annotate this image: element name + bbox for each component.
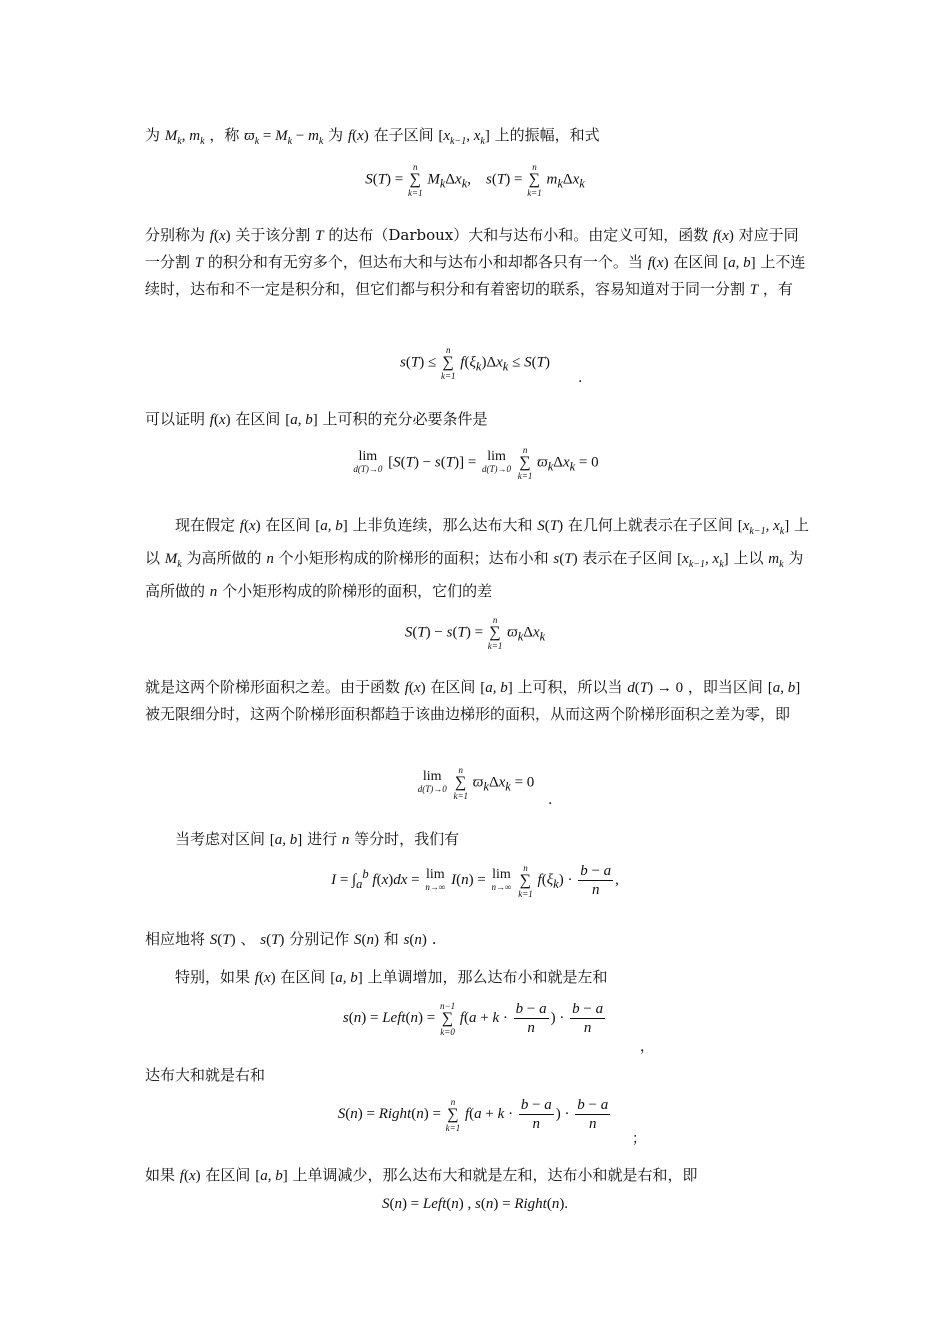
text: 分别称为 bbox=[145, 226, 206, 244]
math-s-n: s(n) bbox=[403, 932, 427, 948]
math-s-T: s(T) bbox=[553, 551, 578, 567]
text: 、 bbox=[240, 930, 256, 948]
math-omega-k: $ϖ_k = M_k - m_k$ bbox=[244, 128, 324, 147]
text: 上可积，所以当 bbox=[517, 678, 623, 696]
text: 等分时，我们有 bbox=[354, 830, 460, 848]
trailing-semicolon: ； bbox=[632, 1131, 646, 1147]
equation-riemann-limit: $I = \int_a^b$ f(x)dx = lim n→∞ I(n) = lim n→∞ n ∑ k=1 $f(\xi_k)$ · $\frac{b - a}{n}$ , bbox=[331, 862, 619, 899]
math-S-T: S(T) bbox=[537, 518, 564, 534]
math-T: T bbox=[749, 282, 759, 298]
math-Mk: $M_k$ bbox=[164, 551, 182, 570]
trailing-comma: ， bbox=[640, 1039, 654, 1055]
math-interval-ab: [a, b] bbox=[255, 1168, 288, 1184]
paragraph-geometric bbox=[145, 512, 810, 605]
text: 为 bbox=[328, 126, 344, 144]
math-subinterval: [$x_{k-1}$, $x_k$] bbox=[438, 128, 490, 147]
math-f-x: f(x) bbox=[713, 228, 734, 244]
math-S-n: S(n) bbox=[353, 932, 379, 948]
text: 当考虑对区间 bbox=[175, 830, 266, 848]
trailing-dot: . bbox=[548, 792, 553, 808]
text: 在区间 bbox=[280, 968, 326, 986]
paragraph-limit-argument bbox=[145, 674, 810, 727]
text: 对应于同一分割 bbox=[145, 226, 799, 271]
text: 为高所做的 bbox=[145, 549, 804, 600]
text: 关于该分割 bbox=[235, 226, 311, 244]
text: 上可积的充分必要条件是 bbox=[322, 410, 488, 428]
math-interval-ab: [a, b] bbox=[330, 970, 363, 986]
text: 在几何上就表示在子区间 bbox=[567, 516, 733, 534]
math-interval-ab: [a, b] bbox=[480, 680, 513, 696]
equation-darboux-sums: S(T) = n ∑ k=1 $M_k\Delta x_k$, s(T) = n ∑ k=1 $m_k\Delta x_k$ bbox=[365, 162, 585, 198]
math-interval-ab: [a, b] bbox=[767, 680, 801, 696]
math-f-x: f(x) bbox=[647, 255, 669, 271]
equation-limit-condition: lim d(T)→0 [S(T) − s(T)] = lim d(T)→0 n ∑ k=1 $ϖ_k\Delta x_k = 0$ bbox=[353, 445, 599, 481]
math-n: n bbox=[266, 551, 274, 567]
math-f-x: f(x) bbox=[404, 680, 426, 696]
text: 上单调增加，那么达布小和就是左和 bbox=[367, 968, 608, 986]
text: 进行 bbox=[307, 830, 338, 848]
math-S-T: S(T) bbox=[209, 932, 236, 948]
paragraph-increasing bbox=[145, 964, 810, 991]
math-interval-ab: [a, b] bbox=[315, 518, 348, 534]
text: 表示在子区间 bbox=[582, 549, 673, 567]
paragraph-oscillation bbox=[145, 122, 810, 155]
math-f-x: f(x) bbox=[254, 970, 276, 986]
math-subinterval: [$x_{k-1}$, $x_k$] bbox=[737, 518, 790, 537]
math-mk: $m_k$ bbox=[768, 551, 784, 570]
text: 上以 bbox=[733, 549, 764, 567]
text: 和 bbox=[383, 930, 399, 948]
math-n: n bbox=[209, 584, 218, 600]
text: 特别，如果 bbox=[175, 968, 251, 986]
text: 上不连续时，达布和不一定是积分和，但它们都与积分和有着密切的联系，容易知道对于同一分割 bbox=[145, 253, 806, 298]
math-f-x: f(x) bbox=[179, 1168, 201, 1184]
text: 现在假定 bbox=[175, 516, 236, 534]
paragraph-notation bbox=[145, 926, 810, 953]
equation-decreasing-result: S(n) = Left(n) , s(n) = Right(n). bbox=[381, 1196, 569, 1212]
text: 上以 bbox=[145, 516, 809, 567]
equation-limit-zero: lim d(T)→0 n ∑ k=1 $ϖ_k\Delta x_k = 0$ bbox=[417, 765, 535, 801]
text: 被无限细分时，这两个阶梯形面积都趋于该曲边梯形的面积，从而这两个阶梯形面积之差为零，即 bbox=[145, 705, 791, 723]
trailing-dot: . bbox=[578, 370, 583, 386]
math-f-x: f(x) bbox=[239, 518, 261, 534]
text: 上的振幅，和式 bbox=[494, 126, 600, 144]
math-dT-to-0: d(T) → 0 bbox=[627, 680, 684, 696]
text: 上单调减少，那么达布大和就是左和，达布小和就是右和，即 bbox=[292, 1166, 698, 1184]
text: 在子区间 bbox=[373, 126, 434, 144]
paragraph-decreasing bbox=[145, 1162, 810, 1189]
trailing-dot: . bbox=[431, 930, 437, 948]
math-T: T bbox=[315, 228, 324, 244]
paragraph-right-sum-label bbox=[145, 1062, 810, 1088]
paragraph-integrability bbox=[145, 406, 810, 433]
math-f-x: f(x) bbox=[209, 228, 231, 244]
math-T: T bbox=[194, 255, 204, 271]
text: 在区间 bbox=[265, 516, 311, 534]
text: 就是这两个阶梯形面积之差。由于函数 bbox=[145, 678, 401, 696]
math-Mk-mk: $M_k$, $m_k$ bbox=[164, 128, 205, 147]
text: 达布大和就是右和 bbox=[145, 1066, 266, 1084]
text: 的积分和有无穷多个，但达布大和与达布小和却都各只有一个。当 bbox=[207, 253, 643, 271]
paragraph-equal-partition bbox=[145, 826, 810, 853]
paragraph-darboux-definition bbox=[145, 222, 810, 303]
text: 为高所做的 bbox=[186, 549, 262, 567]
math-interval-ab: [a, b] bbox=[269, 832, 303, 848]
equation-left-sum: s(n) = Left(n) = n−1 ∑ k=0 f(a + k · $\frac{b - a}{n}$ ) · $\frac{b - a}{n}$ bbox=[342, 1000, 604, 1037]
equation-difference: S(T) − s(T) = n ∑ k=1 $ϖ_k\Delta x_k$ bbox=[404, 615, 546, 651]
math-interval-ab: [a, b] bbox=[285, 412, 318, 428]
text: 个小矩形构成的阶梯形的面积，它们的差 bbox=[222, 582, 493, 600]
math-n: n bbox=[341, 832, 350, 848]
text: 在区间 bbox=[673, 253, 719, 271]
equation-inequality: s(T) ≤ n ∑ k=1 $f(\xi_k)\Delta x_k \le S(T)$ bbox=[400, 345, 550, 381]
text: 可以证明 bbox=[145, 410, 206, 428]
text: 在区间 bbox=[235, 410, 281, 428]
text: 如果 bbox=[145, 1166, 176, 1184]
math-s-T: s(T) bbox=[260, 932, 285, 948]
math-interval-ab: [a, b] bbox=[723, 255, 756, 271]
text: 分别记作 bbox=[289, 930, 350, 948]
text: ，有 bbox=[762, 280, 793, 298]
text: 个小矩形构成的阶梯形的面积；达布小和 bbox=[278, 549, 549, 567]
math-f-x: f(x) bbox=[347, 128, 369, 144]
text: 相应地将 bbox=[145, 930, 206, 948]
text: 在区间 bbox=[430, 678, 476, 696]
math-f-x: f(x) bbox=[209, 412, 231, 428]
text: 的达布（Darboux）大和与达布小和。由定义可知，函数 bbox=[328, 226, 709, 244]
text: ，称 bbox=[209, 126, 240, 144]
text: 在区间 bbox=[205, 1166, 251, 1184]
math-subinterval: [$x_{k-1}$, $x_k$] bbox=[677, 551, 729, 570]
text: 上非负连续，那么达布大和 bbox=[352, 516, 533, 534]
equation-right-sum: S(n) = Right(n) = n ∑ k=1 f(a + k · $\frac{b - a}{n}$ ) · $\frac{b - a}{n}$ bbox=[337, 1096, 609, 1133]
text: 为 bbox=[145, 126, 161, 144]
text: ，即当区间 bbox=[687, 678, 763, 696]
